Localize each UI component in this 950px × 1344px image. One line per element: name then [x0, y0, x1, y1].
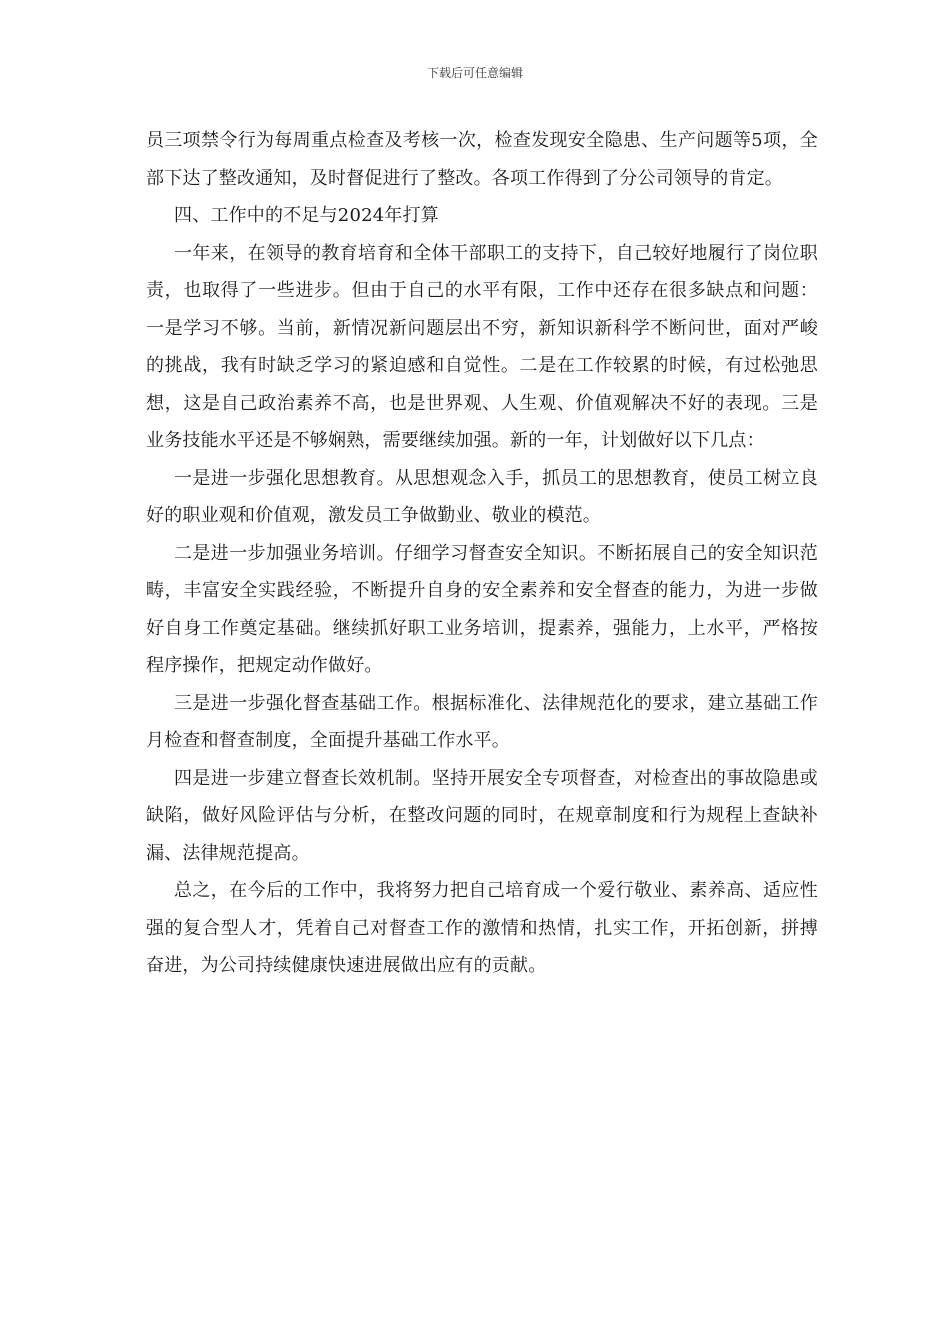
- paragraph-plan-1: 一是进一步强化思想教育。从思想观念入手，抓员工的思想教育，使员工树立良好的职业观和价值观，激发员工争做勤业、敬业的模范。: [146, 467, 818, 526]
- paragraph-plan-2: 二是进一步加强业务培训。仔细学习督查安全知识。不断拓展自己的安全知识范畴，丰富安全实践经验，不断提升自身的安全素养和安全督查的能力，为进一步做好自身工作奠定基础。继续抓好职工业务培训，提素养，强能力，上水平，严格按程序操作，把规定动作做好。: [146, 542, 818, 676]
- document-body: [146, 122, 818, 985]
- paragraph-plan-3: 三是进一步强化督查基础工作。根据标准化、法律规范化的要求，建立基础工作月检查和督查制度，全面提升基础工作水平。: [146, 692, 818, 751]
- paragraph-plan-4: 四是进一步建立督查长效机制。坚持开展安全专项督查，对检查出的事故隐患或缺陷，做好风险评估与分析，在整改问题的同时，在规章制度和行为规程上查缺补漏、法律规范提高。: [146, 767, 818, 864]
- paragraph-conclusion: 总之，在今后的工作中，我将努力把自己培育成一个爱行敬业、素养高、适应性强的复合型人才，凭着自己对督查工作的激情和热情，扎实工作，开拓创新，拼搏奋进，为公司持续健康快速进展做出应有的贡献。: [146, 880, 818, 976]
- paragraph-continuation: 员三项禁令行为每周重点检查及考核一次，检查发现安全隐患、生产问题等5项，全部下达了整改通知，及时督促进行了整改。各项工作得到了分公司领导的肯定。: [146, 130, 818, 189]
- section-heading: 四、工作中的不足与2024年打算: [174, 205, 440, 226]
- page-header-note: 下载后可任意编辑: [426, 66, 523, 80]
- paragraph-summary: 一年来，在领导的教育培育和全体干部职工的支持下，自己较好地履行了岗位职责，也取得了一些进步。但由于自己的水平有限，工作中还存在很多缺点和问题：一是学习不够。当前，新情况新问题层出不穷，新知识新科学不断问世，面对严峻的挑战，我有时缺乏学习的紧迫感和自觉性。二是在工作较累的时候，有过松弛思想，这是自己政治素养不高，也是世界观、人生观、价值观解决不好的表现。三是业务技能水平还是不够娴熟，需要继续加强。新的一年，计划做好以下几点：: [146, 242, 818, 451]
